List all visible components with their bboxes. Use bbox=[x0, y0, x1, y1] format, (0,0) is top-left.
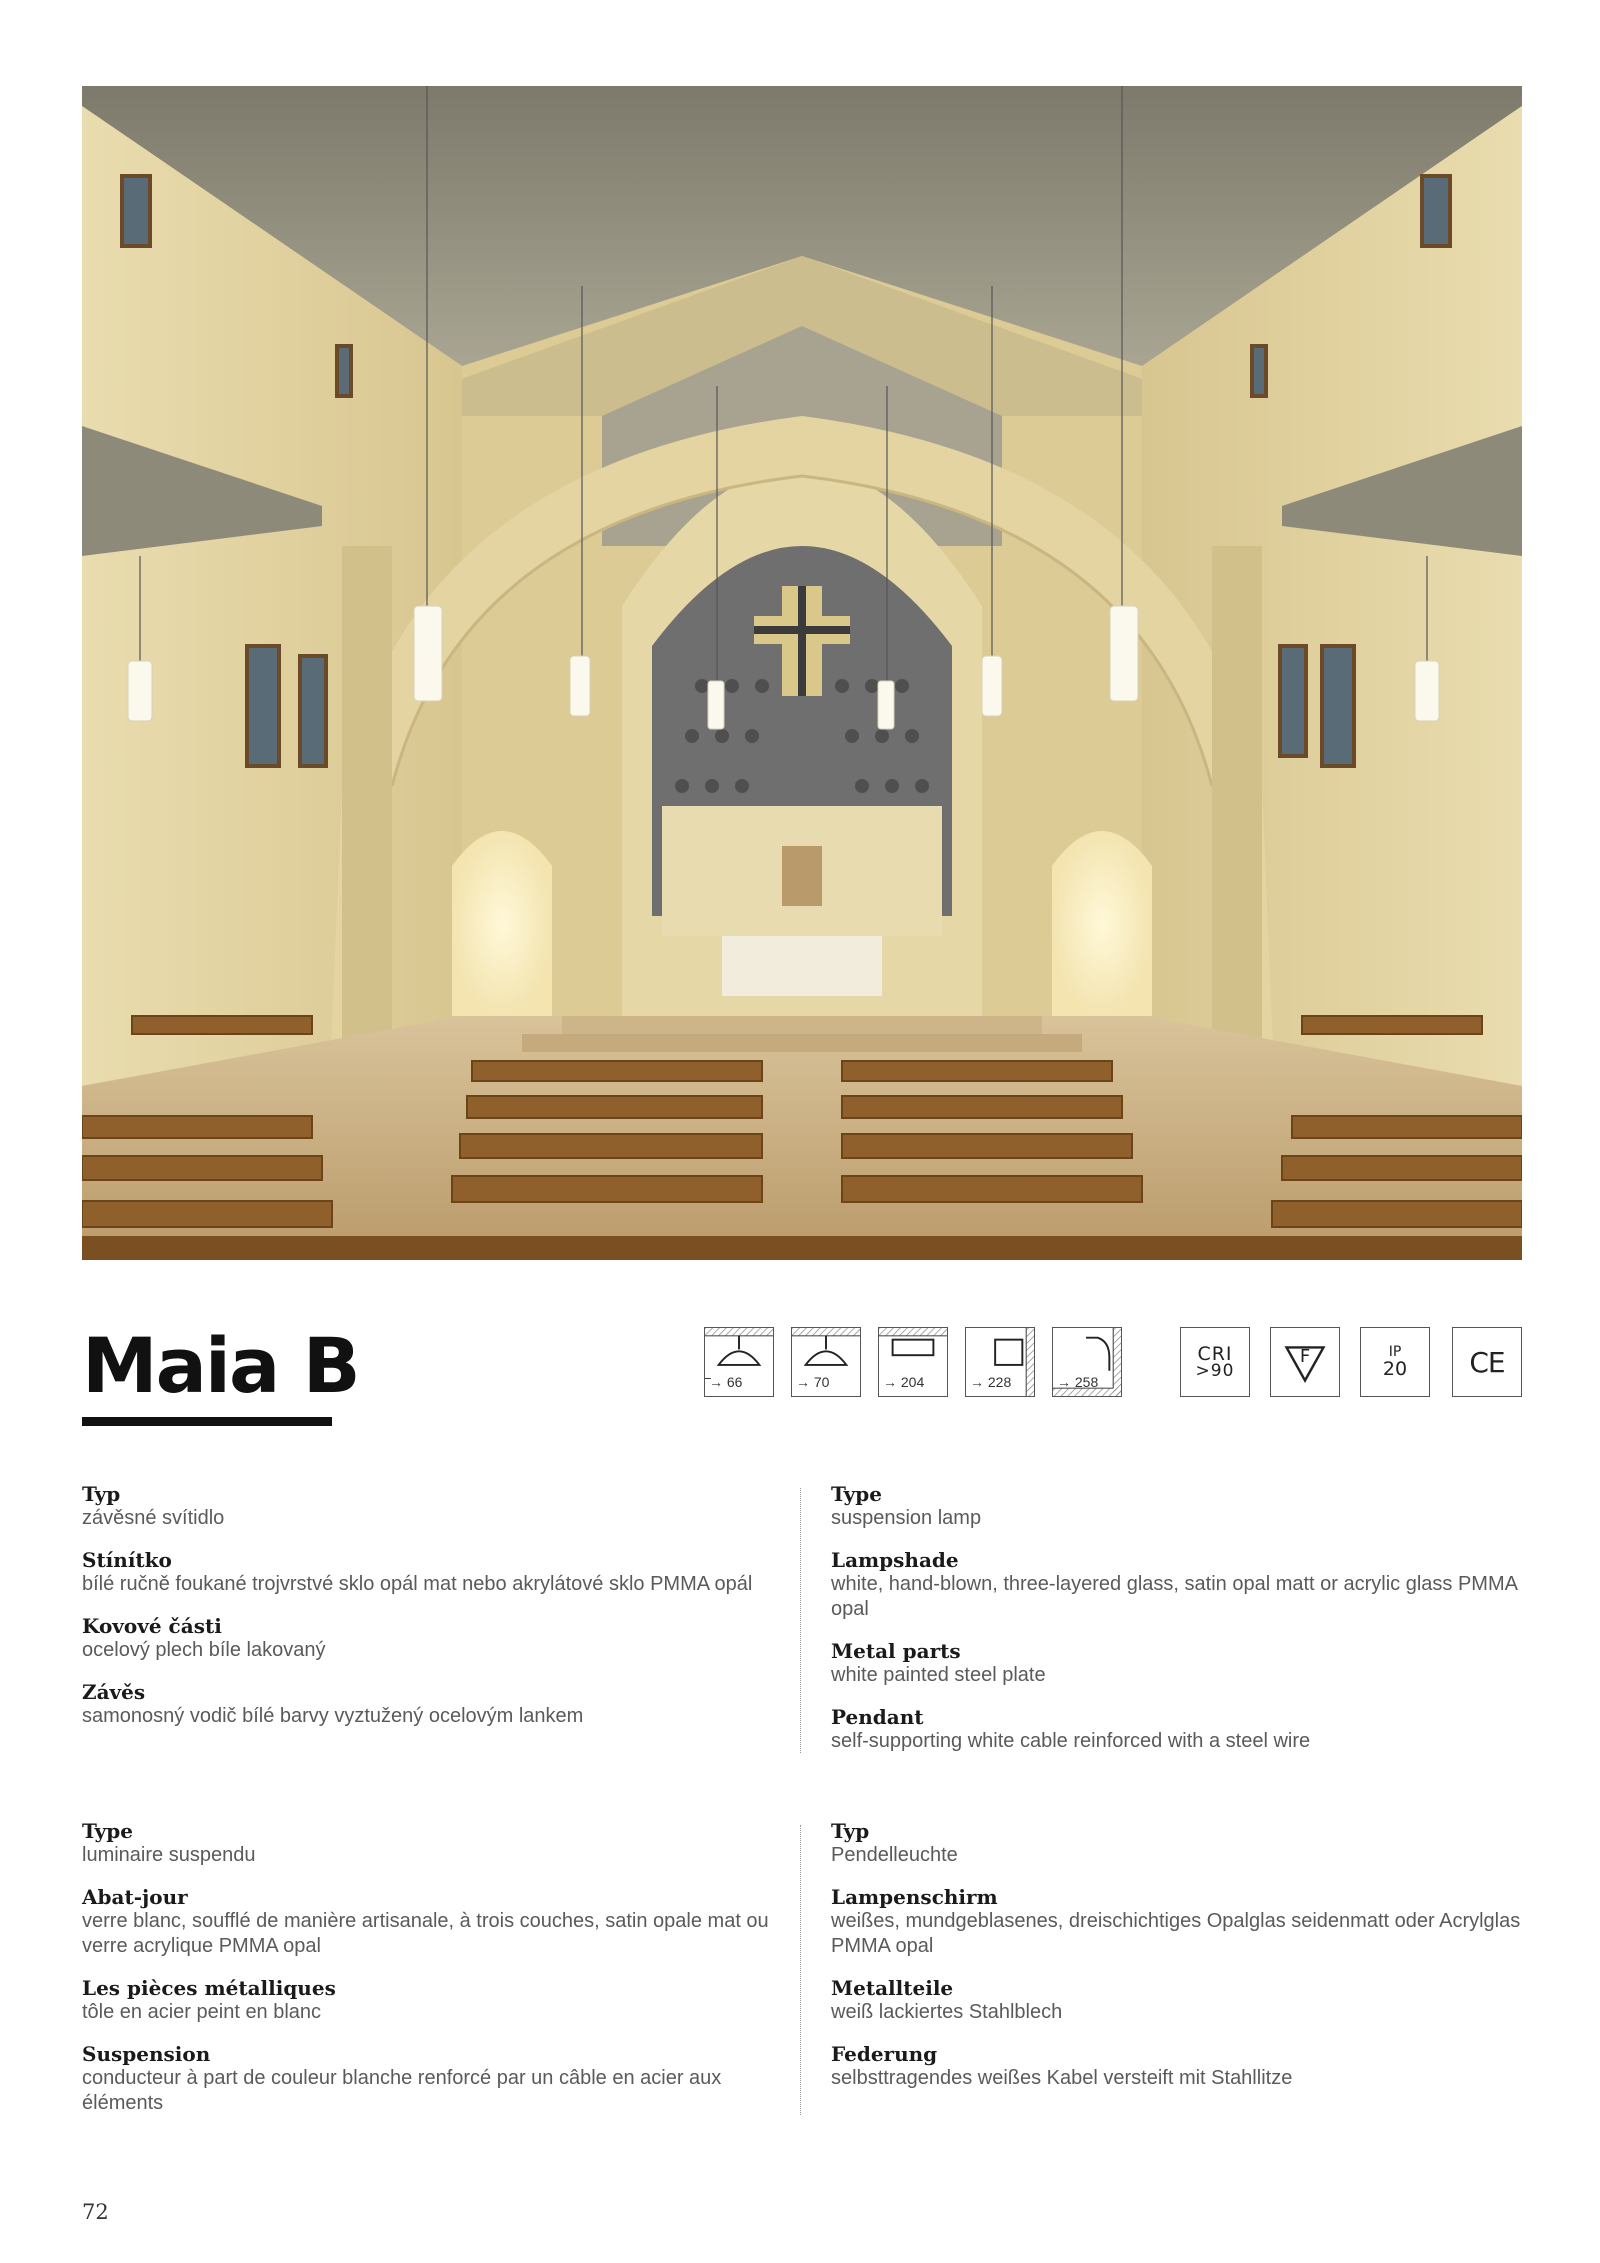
church-interior-photo bbox=[82, 86, 1522, 1260]
spec-entry: Federung selbsttragendes weißes Kabel versteift mit Stahllitze bbox=[831, 2042, 1293, 2089]
mount-dimension: → 228 bbox=[970, 1374, 1012, 1390]
spec-block-de bbox=[831, 1819, 1521, 2108]
spec-block-cz bbox=[82, 1482, 772, 1746]
pendant-dome-66-icon bbox=[704, 1327, 774, 1397]
spec-entry: Type luminaire suspendu bbox=[82, 1819, 256, 1866]
page-number: 72 bbox=[82, 2200, 109, 2224]
mount-dimension: → 70 bbox=[796, 1374, 830, 1390]
spec-entry: Lampenschirm weißes, mundgeblasenes, dreischichtiges Opalglas seidenmatt oder Acrylglas PMMA opal bbox=[831, 1885, 1521, 1957]
mount-dimension: → 258 bbox=[1057, 1374, 1099, 1390]
mount-dimension: → 66 bbox=[709, 1374, 743, 1390]
spec-entry: Pendant self-supporting white cable reinforced with a steel wire bbox=[831, 1705, 1311, 1752]
spec-entry: Lampshade white, hand-blown, three-layered glass, satin opal matt or acrylic glass PMMA opal bbox=[831, 1548, 1517, 1620]
spec-block-en bbox=[831, 1482, 1521, 1771]
ce-mark-text: CE bbox=[1469, 1345, 1505, 1379]
spec-entry: Les pièces métalliques tôle en acier peint en blanc bbox=[82, 1976, 336, 2023]
title-underline bbox=[82, 1417, 332, 1426]
spec-entry: Kovové části ocelový plech bíle lakovaný bbox=[82, 1614, 326, 1661]
spec-entry: Abat-jour verre blanc, soufflé de manière artisanale, à trois couches, satin opale mat ou verre acrylique PMMA opal bbox=[82, 1885, 769, 1957]
ip-value: 20 bbox=[1382, 1358, 1408, 1380]
ip-badge bbox=[1360, 1327, 1430, 1397]
spec-entry: Suspension conducteur à part de couleur blanche renforcé par un câble en acier aux éléments bbox=[82, 2042, 722, 2114]
spec-entry: Závěs samonosný vodič bílé barvy vyztužený ocelovým lankem bbox=[82, 1680, 584, 1727]
pendant-dome-70-icon bbox=[791, 1327, 861, 1397]
cri-value: >90 bbox=[1195, 1360, 1235, 1381]
church-interior-illustration bbox=[82, 86, 1522, 1260]
product-title: Maia B bbox=[82, 1321, 359, 1410]
spec-entry: Type suspension lamp bbox=[831, 1482, 982, 1529]
ceiling-204-icon bbox=[878, 1327, 948, 1397]
f-mark-letter: F bbox=[1299, 1345, 1311, 1367]
corner-258-icon bbox=[1052, 1327, 1122, 1397]
ip-label: IP bbox=[1388, 1344, 1402, 1360]
spec-entry: Metallteile weiß lackiertes Stahlblech bbox=[831, 1976, 1063, 2023]
cri-label: CRI bbox=[1197, 1342, 1233, 1365]
cri-badge bbox=[1180, 1327, 1250, 1397]
column-divider bbox=[800, 1488, 801, 1753]
spec-entry: Stínítko bílé ručně foukané trojvrstvé sklo opál mat nebo akrylátové sklo PMMA opál bbox=[82, 1548, 753, 1595]
ce-mark-icon bbox=[1452, 1327, 1522, 1397]
spec-entry: Typ Pendelleuchte bbox=[831, 1819, 958, 1866]
spec-entry: Metal parts white painted steel plate bbox=[831, 1639, 1046, 1686]
f-mark-icon bbox=[1270, 1327, 1340, 1397]
spec-entry: Typ závěsné svítidlo bbox=[82, 1482, 225, 1529]
wall-228-icon bbox=[965, 1327, 1035, 1397]
spec-block-fr bbox=[82, 1819, 772, 2133]
mount-dimension: → 204 bbox=[883, 1374, 925, 1390]
column-divider bbox=[800, 1825, 801, 2115]
